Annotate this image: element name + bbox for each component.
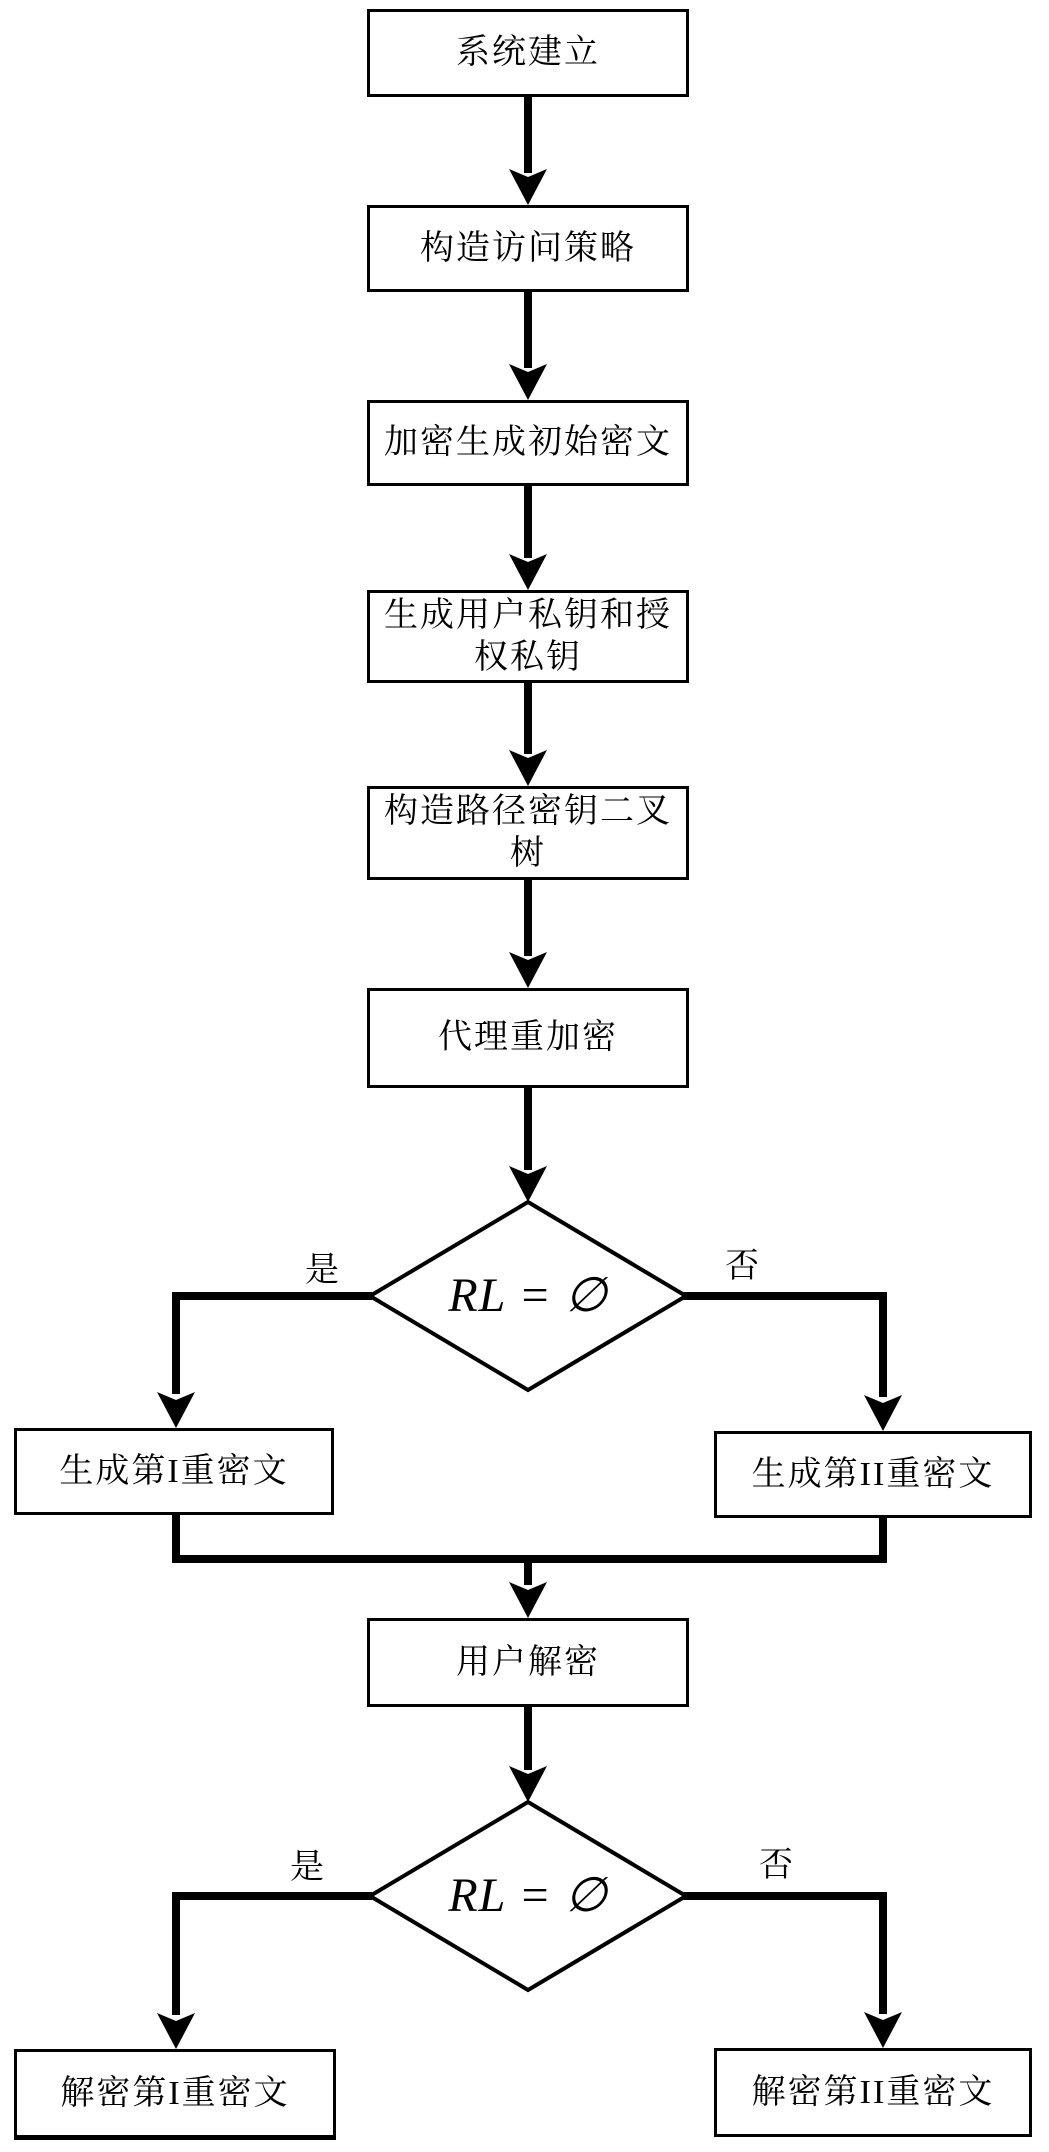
arrow-merge-to-userdecrypt — [509, 1555, 547, 1618]
decision2-yes-label: 是 — [290, 1849, 324, 1886]
node-decrypt-second — [714, 2048, 1032, 2137]
decision1-yes-label: 是 — [305, 1252, 339, 1289]
node-first-ciphertext — [14, 1428, 334, 1515]
node-decrypt-first-label: 解密第I重密文 — [60, 2074, 290, 2112]
node-system-setup — [367, 9, 689, 97]
node-path-key-tree-line1: 构造路径密钥二叉 — [384, 793, 672, 830]
node-key-generation — [367, 590, 689, 683]
decision2-condition: RL = ∅ — [448, 1869, 608, 1922]
node-access-policy-label: 构造访问策略 — [420, 229, 636, 267]
merge-line-right — [528, 1518, 883, 1559]
branch-decision1-no — [684, 1296, 902, 1431]
arrow-encrypt-to-keygen — [509, 486, 547, 590]
node-key-generation-line2: 权私钥 — [474, 638, 582, 676]
node-user-decryption-label: 用户解密 — [456, 1643, 600, 1681]
node-second-ciphertext-label: 生成第II重密文 — [751, 1455, 995, 1493]
arrow-userdecrypt-to-decision2 — [509, 1707, 547, 1802]
arrow-proxy-to-decision1 — [509, 1088, 547, 1202]
node-second-ciphertext — [714, 1431, 1032, 1518]
node-user-decryption — [367, 1618, 689, 1707]
decision1-condition: RL = ∅ — [448, 1269, 608, 1322]
decision2-no-label: 否 — [759, 1847, 793, 1884]
node-system-setup-label: 系统建立 — [456, 34, 600, 71]
decision1-no-label: 否 — [725, 1248, 759, 1285]
branch-decision2-yes — [157, 1896, 372, 2049]
node-path-key-tree — [367, 786, 689, 880]
branch-decision2-no — [684, 1896, 902, 2048]
node-decrypt-first — [14, 2049, 336, 2140]
arrow-policy-to-encrypt — [509, 292, 547, 400]
node-proxy-reencryption-label: 代理重加密 — [438, 1019, 618, 1056]
arrow-setup-to-policy — [509, 97, 547, 205]
node-key-generation-line1: 生成用户私钥和授 — [384, 596, 672, 634]
node-initial-ciphertext — [367, 400, 689, 486]
node-initial-ciphertext-label: 加密生成初始密文 — [384, 424, 672, 461]
node-proxy-reencryption — [367, 988, 689, 1088]
branch-decision1-yes — [157, 1296, 372, 1428]
node-access-policy — [367, 205, 689, 292]
node-decrypt-second-label: 解密第II重密文 — [751, 2073, 995, 2111]
node-first-ciphertext-label: 生成第I重密文 — [59, 1452, 289, 1490]
arrow-tree-to-proxy — [509, 880, 547, 988]
node-path-key-tree-line2: 树 — [510, 835, 546, 872]
arrow-keygen-to-tree — [509, 683, 547, 786]
merge-line-left — [176, 1515, 528, 1559]
